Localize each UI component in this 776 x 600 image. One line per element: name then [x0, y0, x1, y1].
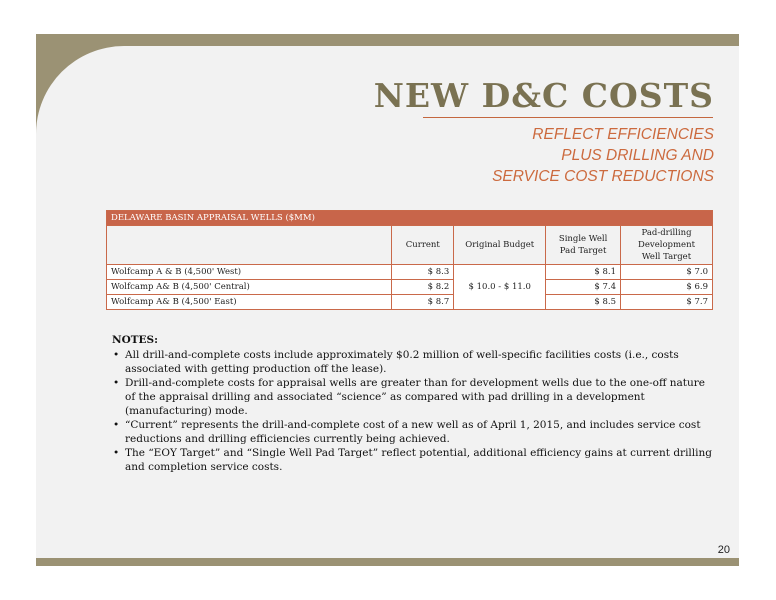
note-item [112, 348, 712, 376]
note-item [112, 446, 712, 474]
bullet-icon: • [113, 377, 120, 389]
single-well-cost: $ 8.1 [546, 265, 621, 280]
header-blank [107, 226, 392, 265]
single-well-cost: $ 8.5 [546, 295, 621, 310]
slide-title: NEW D&C COSTS [373, 76, 714, 115]
subtitle-line: SERVICE COST REDUCTIONS [492, 168, 714, 185]
well-name: Wolfcamp A & B (4,500' West) [107, 265, 392, 280]
original-budget-value: $ 10.0 - $ 11.0 [454, 265, 546, 310]
slide-subtitle [492, 124, 714, 187]
well-name: Wolfcamp A& B (4,500' East) [107, 295, 392, 310]
table-row [107, 265, 713, 280]
table-row [107, 280, 713, 295]
note-text: “Current” represents the drill-and-complete cost of a new well as of April 1, 2015, and includes service cost reductions and drilling efficiencies currently being achieved. [125, 419, 701, 445]
notes-list [112, 348, 712, 474]
note-text: All drill-and-complete costs include approximately $0.2 million of well-specific facilities costs (i.e., costs associated with getting production off the lease). [125, 349, 679, 375]
table-title-row [107, 211, 713, 226]
notes-section [112, 333, 712, 474]
header-line: Well Target [641, 252, 692, 262]
note-text: The “EOY Target” and “Single Well Pad Target” reflect potential, additional efficiency gains at current drilling and completion service costs. [125, 447, 712, 473]
subtitle-line: PLUS DRILLING AND [561, 147, 714, 164]
header-single-well-pad-target [546, 226, 621, 265]
pad-drilling-cost: $ 6.9 [621, 280, 713, 295]
title-underline [423, 117, 713, 118]
note-text: Drill-and-complete costs for appraisal wells are greater than for development wells due to the one-off nature of the appraisal drilling and associated “science” as compared with pad drilling in a development (manufacturing) mode. [125, 377, 706, 417]
page-number: 20 [717, 544, 730, 556]
costs-table [106, 210, 713, 310]
bullet-icon: • [113, 349, 120, 361]
pad-drilling-cost: $ 7.0 [621, 265, 713, 280]
pad-drilling-cost: $ 7.7 [621, 295, 713, 310]
header-line: Development [638, 240, 695, 250]
well-name: Wolfcamp A& B (4,500' Central) [107, 280, 392, 295]
header-original-budget: Original Budget [454, 226, 546, 265]
notes-title: NOTES: [112, 334, 159, 346]
header-pad-drilling-target [621, 226, 713, 265]
note-item [112, 376, 712, 418]
current-cost: $ 8.7 [392, 295, 454, 310]
table-row [107, 295, 713, 310]
header-line: Pad Target [559, 246, 607, 256]
note-item [112, 418, 712, 446]
current-cost: $ 8.2 [392, 280, 454, 295]
bullet-icon: • [113, 447, 120, 459]
header-line: Pad-drilling [641, 228, 692, 238]
table-header-row [107, 226, 713, 265]
header-current: Current [392, 226, 454, 265]
subtitle-line: REFLECT EFFICIENCIES [532, 126, 714, 143]
header-line: Single Well [558, 234, 608, 244]
single-well-cost: $ 7.4 [546, 280, 621, 295]
current-cost: $ 8.3 [392, 265, 454, 280]
bullet-icon: • [113, 419, 120, 431]
table-title: DELAWARE BASIN APPRAISAL WELLS ($MM) [107, 211, 713, 226]
